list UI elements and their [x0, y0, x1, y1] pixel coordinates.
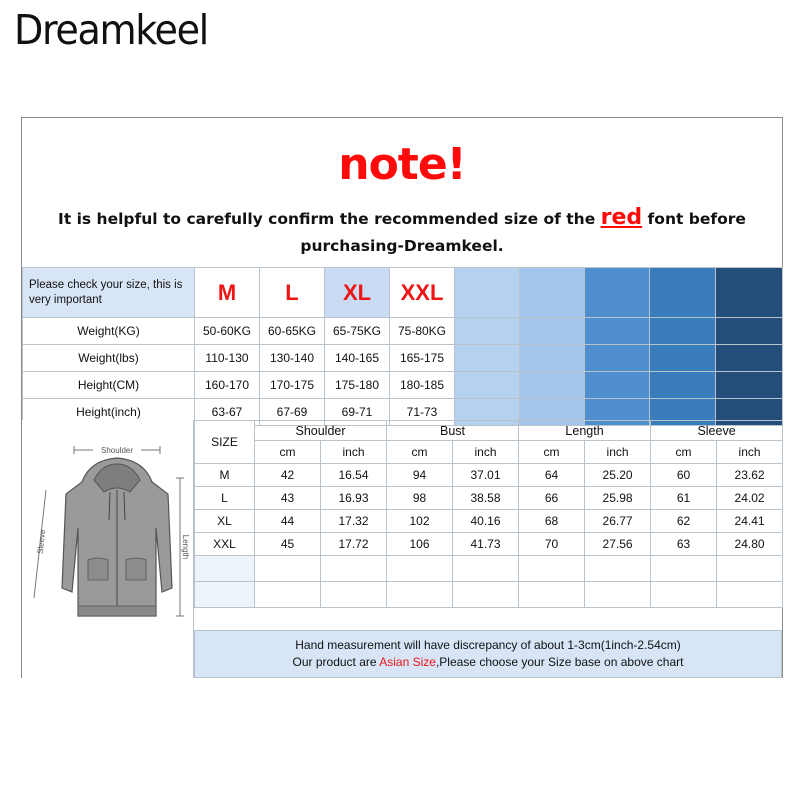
blank-cell: [716, 268, 783, 318]
blank-cell: [650, 318, 716, 345]
table-cell: 41.73: [453, 533, 519, 556]
table-cell: 17.72: [321, 533, 387, 556]
table-row: [23, 318, 783, 345]
blank-cell: [455, 268, 520, 318]
unit-cell: cm: [651, 441, 717, 464]
table-row: [23, 372, 783, 399]
table-cell: 25.20: [585, 464, 651, 487]
measure-group-row: [195, 421, 783, 441]
blank-cell: [455, 372, 520, 399]
table-cell: 67-69: [260, 399, 325, 426]
table-cell: 70: [519, 533, 585, 556]
hoodie-diagram: [22, 420, 194, 678]
size-cell: L: [195, 487, 255, 510]
table-cell: 42: [255, 464, 321, 487]
table-cell: 60-65KG: [260, 318, 325, 345]
disclaimer-line1: Hand measurement will have discrepancy of about 1-3cm(1inch-2.54cm): [295, 638, 681, 652]
group-sleeve: Sleeve: [651, 421, 783, 441]
table-row: [195, 487, 783, 510]
group-bust: Bust: [387, 421, 519, 441]
table-cell: 26.77: [585, 510, 651, 533]
blank-cell: [455, 345, 520, 372]
note-line2: purchasing-Dreamkeel.: [300, 237, 504, 255]
table-row: [23, 345, 783, 372]
table-cell: 106: [387, 533, 453, 556]
size-header-row: [23, 268, 783, 318]
empty-row: [195, 582, 783, 608]
unit-cell: inch: [717, 441, 783, 464]
note-title: note!: [338, 139, 466, 190]
table-cell: 27.56: [585, 533, 651, 556]
note-line1-after: font before: [642, 210, 746, 228]
table-cell: 130-140: [260, 345, 325, 372]
table-cell: 170-175: [260, 372, 325, 399]
table-cell: 43: [255, 487, 321, 510]
table-cell: 69-71: [325, 399, 390, 426]
size-header-label: Please check your size, this is very important: [23, 268, 195, 318]
table-cell: 75-80KG: [390, 318, 455, 345]
table-cell: 40.16: [453, 510, 519, 533]
table-cell: 23.62: [717, 464, 783, 487]
measure-unit-row: [195, 441, 783, 464]
size-cell: XXL: [195, 533, 255, 556]
note-text: [22, 204, 782, 260]
table-cell: 37.01: [453, 464, 519, 487]
brand-logo: Dreamkeel: [14, 6, 208, 54]
measurement-disclaimer: [194, 630, 782, 678]
row-label: Height(inch): [23, 399, 195, 426]
blank-cell: [520, 268, 585, 318]
table-cell: 24.80: [717, 533, 783, 556]
table-cell: 25.98: [585, 487, 651, 510]
table-row: [195, 533, 783, 556]
table-cell: 98: [387, 487, 453, 510]
size-recommendation-table: [22, 267, 783, 426]
blank-cell: [650, 268, 716, 318]
table-cell: 71-73: [390, 399, 455, 426]
table-cell: 24.02: [717, 487, 783, 510]
blank-cell: [585, 372, 650, 399]
blank-cell: [716, 345, 783, 372]
blank-cell: [716, 318, 783, 345]
size-xxl: XXL: [390, 268, 455, 318]
table-cell: 16.93: [321, 487, 387, 510]
table-cell: 17.32: [321, 510, 387, 533]
disclaimer-asian-size: Asian Size: [379, 655, 436, 669]
table-cell: 165-175: [390, 345, 455, 372]
table-cell: 62: [651, 510, 717, 533]
table-row: [195, 510, 783, 533]
group-shoulder: Shoulder: [255, 421, 387, 441]
table-cell: 175-180: [325, 372, 390, 399]
measurement-section: [22, 420, 782, 678]
unit-cell: cm: [519, 441, 585, 464]
table-cell: 24.41: [717, 510, 783, 533]
size-cell: XL: [195, 510, 255, 533]
unit-cell: cm: [255, 441, 321, 464]
table-cell: 38.58: [453, 487, 519, 510]
table-cell: 64: [519, 464, 585, 487]
blank-cell: [585, 268, 650, 318]
measurement-table: [194, 420, 783, 608]
blank-cell: [520, 318, 585, 345]
shoulder-label: Shoulder: [100, 446, 134, 455]
size-column-header: SIZE: [195, 421, 255, 464]
table-cell: 50-60KG: [195, 318, 260, 345]
row-label: Height(CM): [23, 372, 195, 399]
size-xl: XL: [325, 268, 390, 318]
blank-cell: [520, 345, 585, 372]
blank-cell: [716, 372, 783, 399]
table-cell: 94: [387, 464, 453, 487]
blank-cell: [520, 372, 585, 399]
table-cell: 110-130: [195, 345, 260, 372]
table-cell: 68: [519, 510, 585, 533]
table-cell: 61: [651, 487, 717, 510]
table-cell: 102: [387, 510, 453, 533]
table-cell: 66: [519, 487, 585, 510]
table-cell: 44: [255, 510, 321, 533]
table-cell: 16.54: [321, 464, 387, 487]
unit-cell: cm: [387, 441, 453, 464]
unit-cell: inch: [321, 441, 387, 464]
table-cell: 63: [651, 533, 717, 556]
unit-cell: inch: [585, 441, 651, 464]
group-length: Length: [519, 421, 651, 441]
length-label: Length: [181, 534, 190, 560]
row-label: Weight(lbs): [23, 345, 195, 372]
blank-cell: [455, 318, 520, 345]
unit-cell: inch: [453, 441, 519, 464]
blank-cell: [585, 345, 650, 372]
row-label: Weight(KG): [23, 318, 195, 345]
disclaimer-line2-before: Our product are: [292, 655, 380, 669]
hoodie-illustration: [22, 420, 194, 678]
table-cell: 160-170: [195, 372, 260, 399]
blank-cell: [650, 372, 716, 399]
empty-row: [195, 556, 783, 582]
blank-cell: [585, 318, 650, 345]
disclaimer-line2-after: ,Please choose your Size base on above chart: [435, 655, 684, 669]
sleeve-label: Sleeve: [35, 529, 48, 555]
table-cell: 45: [255, 533, 321, 556]
table-cell: 63-67: [195, 399, 260, 426]
size-cell: M: [195, 464, 255, 487]
table-cell: 180-185: [390, 372, 455, 399]
note-line1-before: It is helpful to carefully confirm the recommended size of the: [58, 210, 601, 228]
size-m: M: [195, 268, 260, 318]
size-chart-panel: [21, 117, 783, 678]
size-l: L: [260, 268, 325, 318]
table-cell: 140-165: [325, 345, 390, 372]
blank-cell: [650, 345, 716, 372]
table-cell: 60: [651, 464, 717, 487]
table-row: [195, 464, 783, 487]
table-cell: 65-75KG: [325, 318, 390, 345]
note-line1-red: red: [600, 205, 643, 230]
